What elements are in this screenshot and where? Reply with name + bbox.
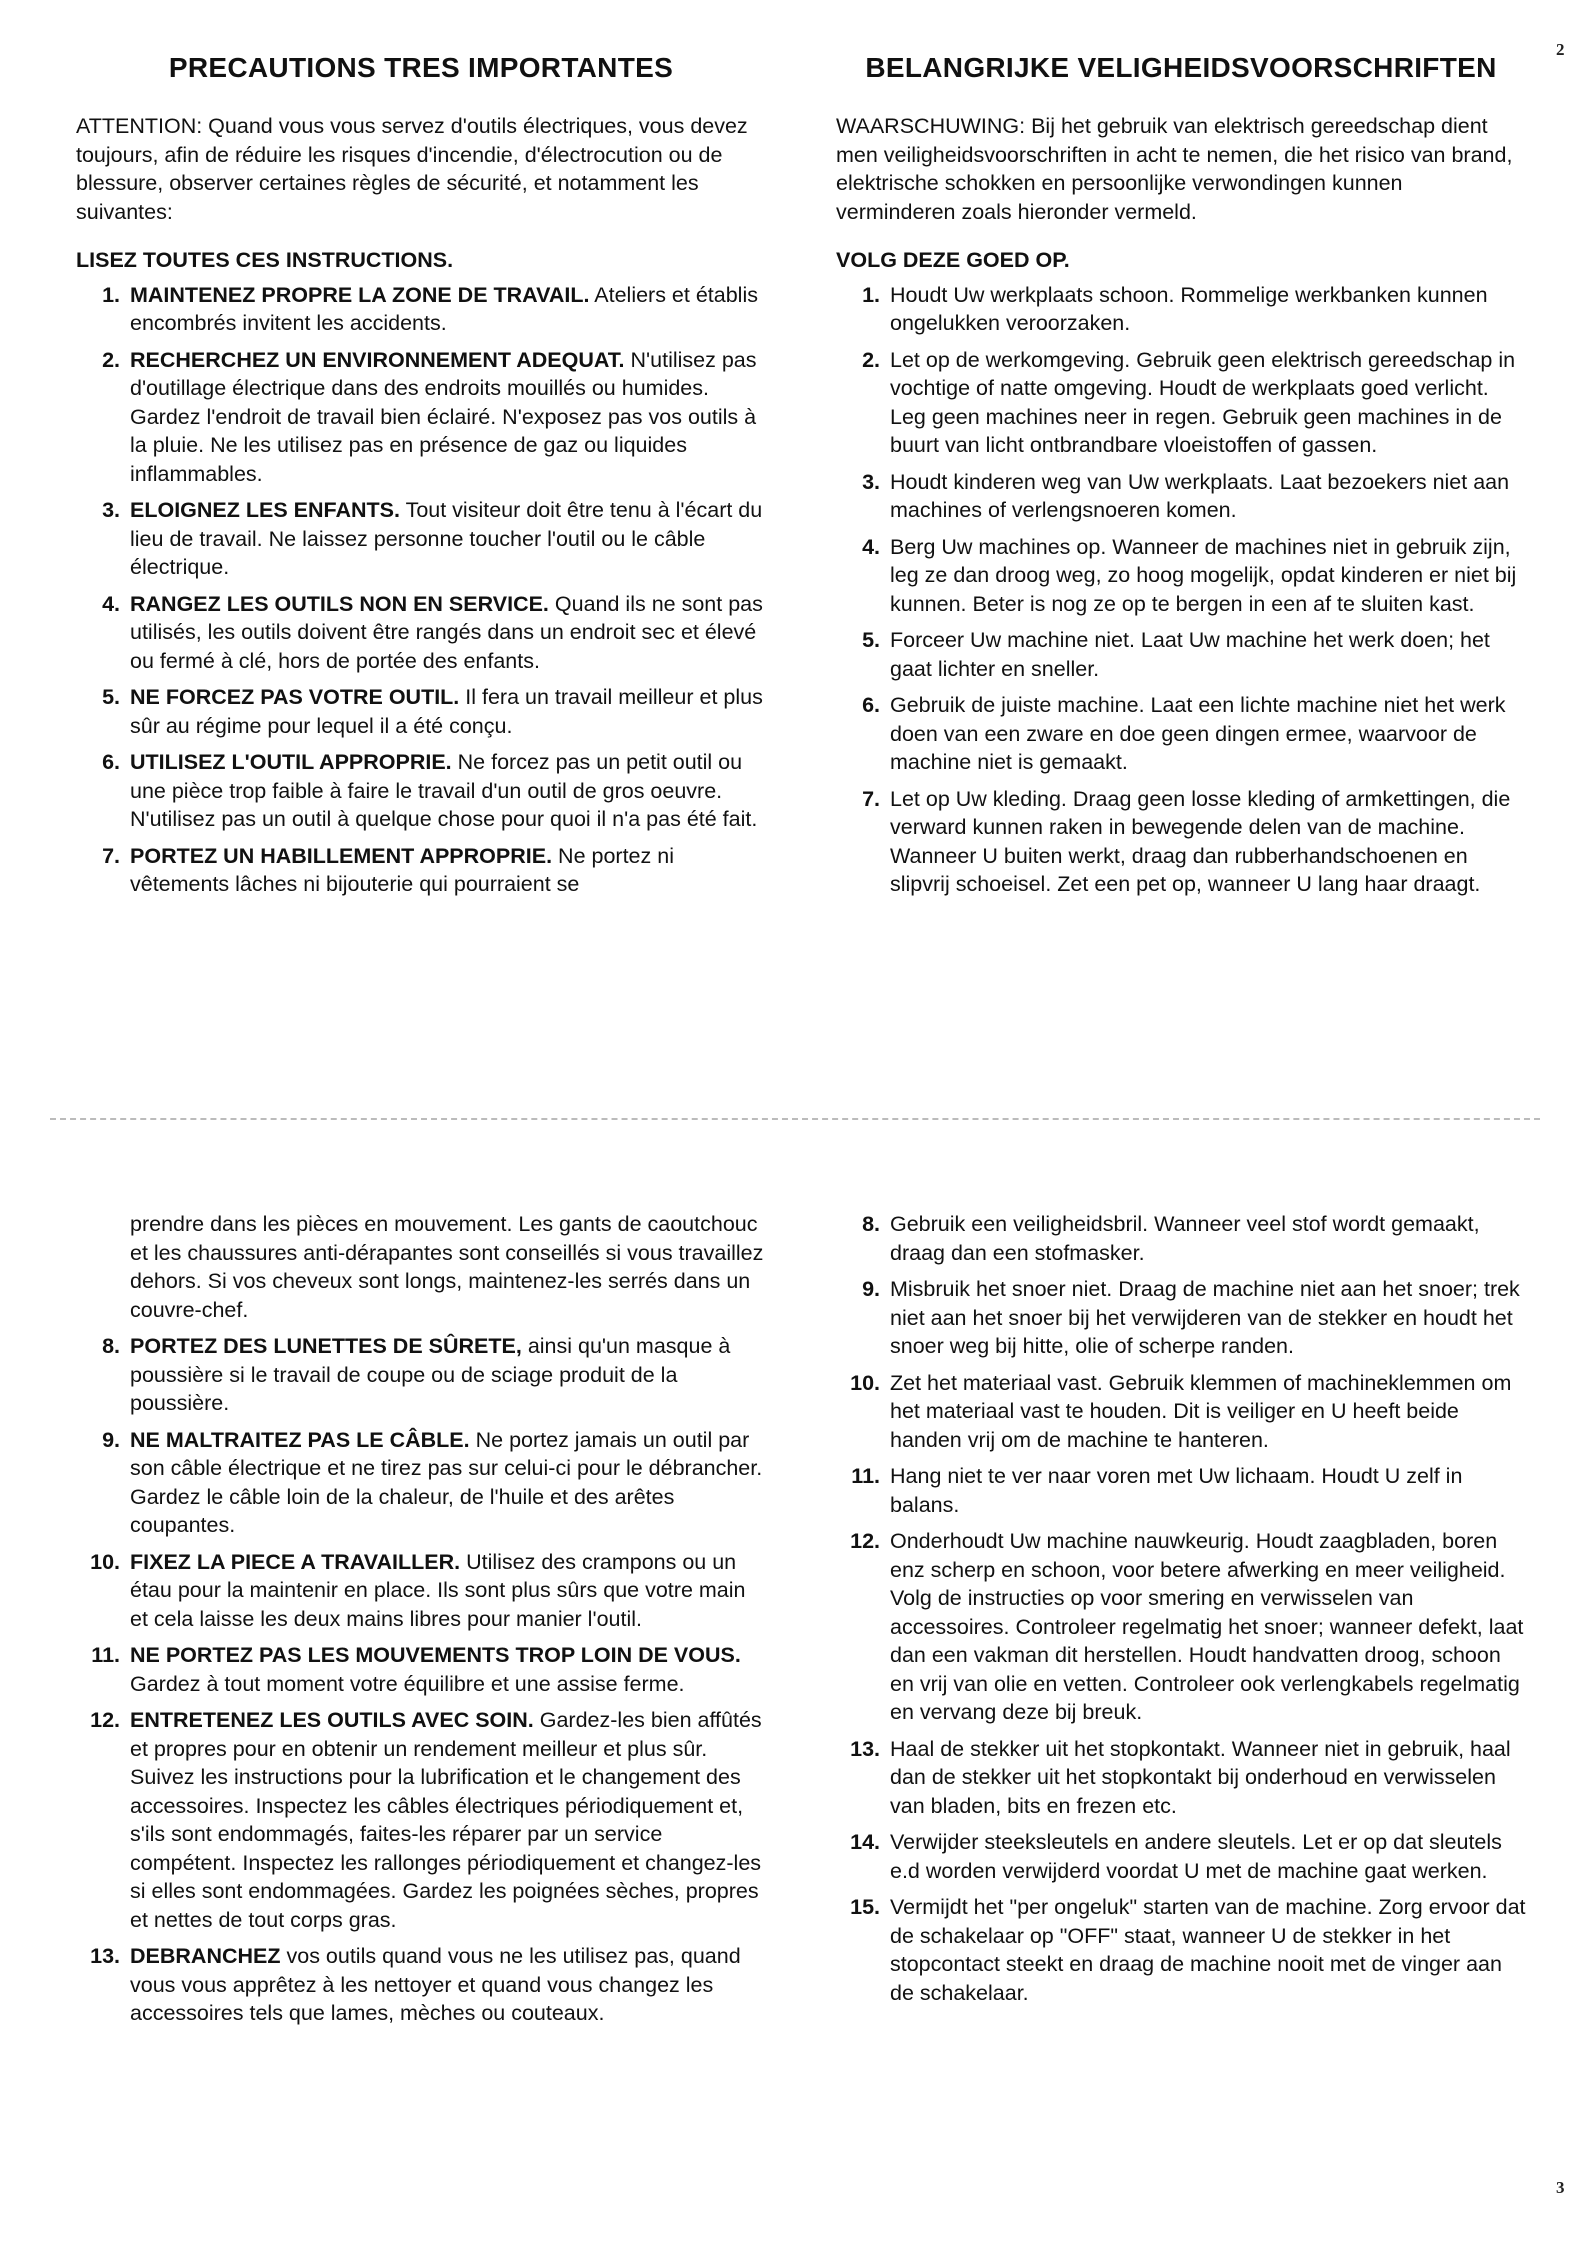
- french-list-bottom: [76, 1332, 766, 2028]
- list-item: 5. Forceer Uw machine niet. Laat Uw machine het werk doen; het gaat lichter en sneller.: [862, 628, 1490, 681]
- list-item: 11. NE PORTEZ PAS LES MOUVEMENTS TROP LOIN DE VOUS. Gardez à tout moment votre équilibre et une assise ferme.: [91, 1643, 741, 1696]
- french-section-bottom: [76, 1210, 766, 2036]
- list-item: 9. Misbruik het snoer niet. Draag de machine niet aan het snoer; trek niet aan het snoer bij het verwijderen van de stekker en houdt het snoer weg bij hitte, olie of scherpe randen.: [862, 1277, 1520, 1358]
- list-item: 12. Onderhoudt Uw machine nauwkeurig. Houdt zaagbladen, boren enz scherp en schoon, voor betere afwerking en meer veiligheid. Volg de instructies op voor smering en verwisselen van accessoires. Controleer regelmatig het snoer; wanneer defekt, laat dan een vakman dit herstellen. Houdt handvatten droog, schoon en vrij van olie en vetten. Controleer ook verlengkabels regelmatig en vervang deze bij breuk.: [850, 1529, 1524, 1724]
- list-item: 10. FIXEZ LA PIECE A TRAVAILLER. Utilisez des crampons ou un étau pour la maintenir en place. Ils sont plus sûrs que votre main et cela laisse les deux mains libres pour manier l'outil.: [90, 1549, 746, 1631]
- list-item: 1. Houdt Uw werkplaats schoon. Rommelige werkbanken kunnen ongelukken veroorzaken.: [862, 282, 1488, 335]
- list-item: 1. MAINTENEZ PROPRE LA ZONE DE TRAVAIL. Ateliers et établis encombrés invitent les accidents.: [102, 282, 758, 335]
- list-item: 6. Gebruik de juiste machine. Laat een lichte machine niet het werk doen van een zware en doe geen dingen ermee, waarvoor de machine niet is gemaakt.: [862, 693, 1506, 774]
- page-number-top: 2: [1556, 40, 1565, 59]
- page-divider: [50, 1118, 1540, 1120]
- list-item: 3. Houdt kinderen weg van Uw werkplaats. Laat bezoekers niet aan machines of verlengsnoeren komen.: [862, 469, 1510, 522]
- dutch-intro: WAARSCHUWING: Bij het gebruik van elektrisch gereedschap dient men veiligheidsvoorschriften in acht te nemen, die het risico van brand, elektrische schokken en persoonlijke verwondingen kunnen verminderen zoals hieronder vermeld.: [836, 114, 1513, 224]
- list-item: 4. Berg Uw machines op. Wanneer de machines niet in gebruik zijn, leg ze dan droog weg, zo hoog mogelijk, opdat kinderen er niet bij kunnen. Beter is nog ze op te bergen in een af te sluiten kast.: [862, 534, 1517, 616]
- list-item: 3. ELOIGNEZ LES ENFANTS. Tout visiteur doit être tenu à l'écart du lieu de travail. Ne laissez personne toucher l'outil ou le câble électrique.: [102, 498, 763, 579]
- list-item: 8. Gebruik een veiligheidsbril. Wanneer veel stof wordt gemaakt, draag dan een stofmasker.: [862, 1212, 1480, 1265]
- dutch-title: BELANGRIJKE VELIGHEIDSVOORSCHRIFTEN: [865, 52, 1497, 83]
- list-item: 4. RANGEZ LES OUTILS NON EN SERVICE. Quand ils ne sont pas utilisés, les outils doivent être rangés dans un endroit sec et élevé ou fermé à clé, hors de portée des enfants.: [102, 591, 763, 673]
- list-item: 7. PORTEZ UN HABILLEMENT APPROPRIE. Ne portez ni vêtements lâches ni bijouterie qui pourraient se: [102, 843, 674, 896]
- list-item: 8. PORTEZ DES LUNETTES DE SÛRETE, ainsi qu'un masque à poussière si le travail de coupe ou de sciage produit de la poussière.: [102, 1334, 731, 1415]
- list-item: 7. Let op Uw kleding. Draag geen losse kleding of armkettingen, die verward kunnen raken in bewegende delen van de machine. Wanneer U buiten werkt, draag dan rubberhandschoenen en slipvrij schoeisel. Zet een pet op, wanneer U lang haar draagt.: [862, 786, 1511, 896]
- dutch-subheading: VOLG DEZE GOED OP.: [836, 248, 1070, 272]
- list-item: 13. DEBRANCHEZ vos outils quand vous ne les utilisez pas, quand vous vous apprêtez à les nettoyer et quand vous changez les accessoires tels que lames, mèches ou couteaux.: [90, 1944, 741, 2025]
- french-intro: ATTENTION: Quand vous vous servez d'outils électriques, vous devez toujours, afin de réduire les risques d'incendie, d'électrocution ou de blessure, observer certaines règles de sécurité, et notamment les suivantes:: [76, 114, 748, 224]
- dutch-section-bottom: [836, 1210, 1526, 2015]
- page-number-bottom: 3: [1556, 2178, 1565, 2197]
- french-section-top: [76, 52, 766, 907]
- dutch-section-top: [836, 52, 1526, 907]
- list-item: 2. RECHERCHEZ UN ENVIRONNEMENT ADEQUAT. N'utilisez pas d'outillage électrique dans des endroits mouillés ou humides. Gardez l'endroit de travail bien éclairé. N'exposez pas vos outils à la pluie. Ne les utilisez pas en présence de gaz ou liquides inflammables.: [102, 347, 757, 486]
- french-title: PRECAUTIONS TRES IMPORTANTES: [168, 52, 674, 83]
- list-item: 13. Haal de stekker uit het stopkontakt. Wanneer niet in gebruik, haal dan de stekker uit het stopkontakt bij onderhoud en verwisselen van bladen, bits en frezen etc.: [850, 1736, 1511, 1818]
- list-item: 9. NE MALTRAITEZ PAS LE CÂBLE. Ne portez jamais un outil par son câble électrique et ne tirez pas sur celui-ci pour le débrancher. Gardez le câble loin de la chaleur, de l'huile et des arêtes coupantes.: [102, 1427, 763, 1537]
- french-continuation: prendre dans les pièces en mouvement. Les gants de caoutchouc et les chaussures anti-dérapantes sont conseillés si vous travaillez dehors. Si vos cheveux sont longs, maintenez-les serrés dans un couvre-chef.: [130, 1212, 764, 1322]
- list-item: 11. Hang niet te ver naar voren met Uw lichaam. Houdt U zelf in balans.: [851, 1464, 1463, 1517]
- list-item: 15. Vermijdt het "per ongeluk" starten van de machine. Zorg ervoor dat de schakelaar op "OFF" staat, wanneer U de stekker in het stopcontact steekt en draag de machine nooit met de vinger aan de schakelaar.: [850, 1895, 1526, 2005]
- list-item: 12. ENTRETENEZ LES OUTILS AVEC SOIN. Gardez-les bien affûtés et propres pour en obtenir un rendement meilleur et plus sûr. Suivez les instructions pour la lubrification et le changement des accessoires. Inspectez les câbles électriques périodiquement et, s'ils sont endommagés, faites-les réparer par un service compétent. Inspectez les rallonges périodiquement et changez-les si elles sont endommagées. Gardez les poignées sèches, propres et nettes de tout corps gras.: [90, 1708, 762, 1932]
- list-item: 14. Verwijder steeksleutels en andere sleutels. Let er op dat sleutels e.d worden verwijderd voordat U met de machine gaat werken.: [850, 1830, 1502, 1883]
- french-list-top: [76, 281, 766, 899]
- list-item: 2. Let op de werkomgeving. Gebruik geen elektrisch gereedschap in vochtige of natte omgeving. Houdt de werkplaats goed verlicht. Leg geen machines neer in regen. Gebruik geen machines in de buurt van licht ontbrandbare vloeistoffen of gassen.: [862, 347, 1516, 457]
- dutch-list-top: [836, 281, 1526, 899]
- list-item: 6. UTILISEZ L'OUTIL APPROPRIE. Ne forcez pas un petit outil ou une pièce trop faible à faire le travail d'un outil de gros oeuvre. N'utilisez pas un outil à quelque chose pour quoi il n'a pas été fait.: [102, 750, 758, 831]
- dutch-list-bottom: [836, 1210, 1526, 2007]
- list-item: 5. NE FORCEZ PAS VOTRE OUTIL. Il fera un travail meilleur et plus sûr au régime pour lequel il a été conçu.: [102, 685, 763, 738]
- french-subheading: LISEZ TOUTES CES INSTRUCTIONS.: [76, 248, 454, 272]
- list-item: 10. Zet het materiaal vast. Gebruik klemmen of machineklemmen om het materiaal vast te houden. Dit is veiliger en U heeft beide handen vrij om de machine te hanteren.: [850, 1370, 1512, 1452]
